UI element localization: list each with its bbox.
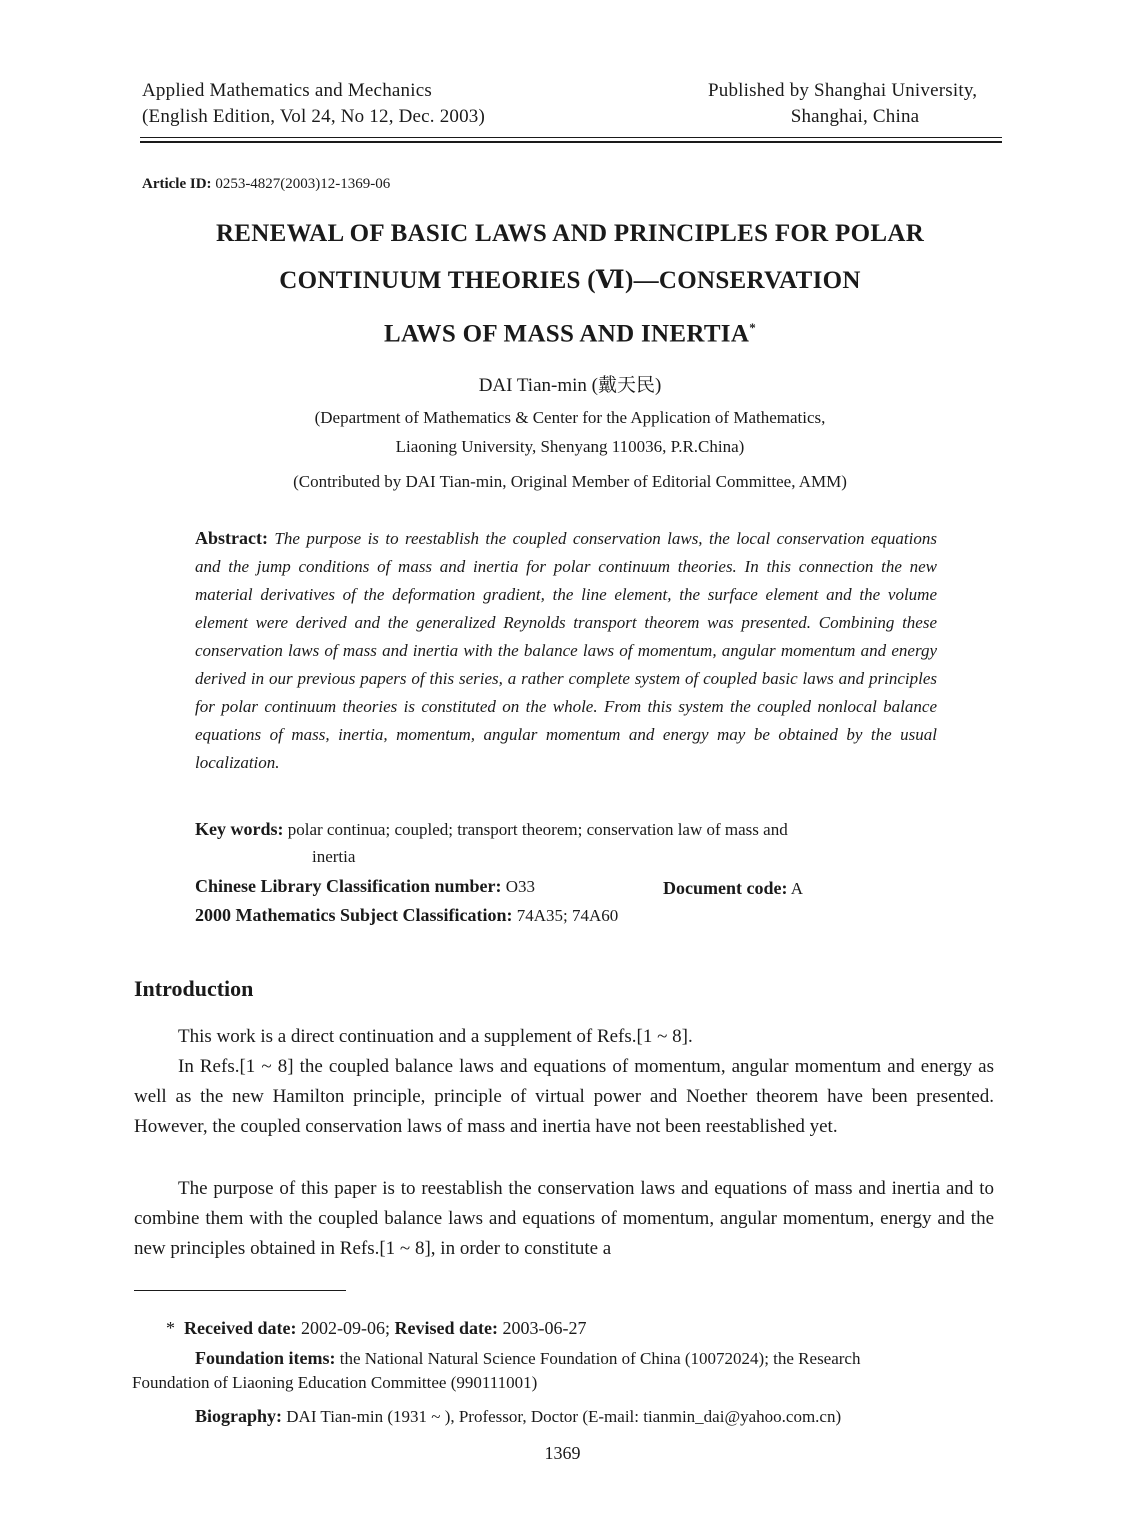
header-rule-thick (140, 141, 1002, 143)
clc-classification (195, 876, 535, 897)
msc-classification (195, 905, 618, 926)
title-footnote-marker: * (749, 320, 756, 335)
foundation-line2: Foundation of Liaoning Education Committee (990111001) (132, 1373, 538, 1392)
footnote-foundation (132, 1346, 994, 1395)
publisher-line2: Shanghai, China (790, 106, 920, 127)
author-name: DAI Tian-min (戴天民) (478, 375, 662, 396)
keywords-label: Key words: (195, 819, 284, 839)
document-code (663, 878, 803, 899)
intro-paragraph-3: The purpose of this paper is to reestablish the conservation laws and equations of mass and inertia and to combine them with the coupled balance laws and equations of momentum, angular momentum, energy and the new principles obtained in Refs.[1 ~ 8], in order to constitute a (134, 1178, 994, 1259)
clc-label: Chinese Library Classification number: (195, 876, 502, 896)
page-number: 1369 (544, 1443, 581, 1463)
keywords-line1: polar continua; coupled; transport theorem; conservation law of mass and (287, 820, 788, 839)
publisher-line1: Published by Shanghai University, (708, 80, 978, 101)
doc-code-value: A (790, 879, 804, 898)
contributed-by: (Contributed by DAI Tian-min, Original Member of Editorial Committee, AMM) (293, 472, 847, 491)
abstract-label: Abstract: (195, 528, 268, 548)
footnote-marker: * (166, 1318, 175, 1338)
affiliation-line2: Liaoning University, Shenyang 110036, P.R.China) (395, 437, 745, 456)
keywords-line2: inertia (312, 847, 356, 866)
article-id-value: 0253-4827(2003)12-1369-06 (215, 176, 391, 192)
abstract-text: The purpose is to reestablish the coupled conservation laws, the local conservation equations and the jump conditions of mass and inertia for polar continuum theories. In this connection the new material derivatives of the deformation gradient, the line element, the surface element and the volume element were derived and the generalized Reynolds transport theorem was presented. Combining these conservation laws of mass and inertia with the balance laws of momentum, angular momentum and energy derived in our previous papers of this series, a rather complete system of coupled basic laws and principles for polar continuum theories is constituted on the whole. From this system the coupled nonlocal balance equations of mass, inertia, momentum, angular momentum and energy may be obtained by the usual localization. (195, 529, 937, 772)
paper-title (120, 210, 1020, 357)
received-value: 2002-09-06; (300, 1318, 390, 1338)
footnote-biography (195, 1404, 841, 1429)
title-line-3: LAWS OF MASS AND INERTIA* (384, 320, 756, 348)
foundation-label: Foundation items: (195, 1348, 336, 1368)
journal-name: Applied Mathematics and Mechanics (142, 80, 432, 101)
keywords (195, 816, 940, 870)
title-line-1: RENEWAL OF BASIC LAWS AND PRINCIPLES FOR POLAR (215, 220, 925, 247)
received-label: Received date: (184, 1318, 297, 1338)
msc-label: 2000 Mathematics Subject Classification: (195, 905, 513, 925)
doc-code-label: Document code: (663, 878, 788, 898)
biography-value: DAI Tian-min (1931 ~ ), Professor, Doctor (E-mail: tianmin_dai@yahoo.com.cn) (286, 1407, 842, 1426)
msc-value: 74A35; 74A60 (516, 906, 619, 925)
biography-label: Biography: (195, 1406, 283, 1426)
intro-paragraph-2: In Refs.[1 ~ 8] the coupled balance laws and equations of momentum, angular momentum and energy as well as the new Hamilton principle, principle of virtual power and Noether theorem have been presented. However, the coupled conservation laws of mass and inertia have not been reestablished yet. (134, 1056, 994, 1137)
footnote-dates (166, 1316, 586, 1340)
affiliation-line1: (Department of Mathematics & Center for the Application of Mathematics, (314, 408, 826, 427)
foundation-line1: the National Natural Science Foundation of China (10072024); the Research (339, 1349, 861, 1368)
header-rule-thin (140, 137, 1002, 138)
article-id (142, 176, 390, 193)
intro-paragraph-1: This work is a direct continuation and a supplement of Refs.[1 ~ 8]. (178, 1026, 693, 1047)
journal-edition: (English Edition, Vol 24, No 12, Dec. 2003) (142, 106, 486, 127)
article-id-label: Article ID: (142, 176, 212, 192)
section-heading-introduction: Introduction (134, 976, 254, 1001)
title-line-2: CONTINUUM THEORIES (Ⅵ)—CONSERVATION (279, 267, 861, 294)
revised-value: 2003-06-27 (502, 1318, 587, 1338)
abstract (195, 524, 937, 777)
revised-label: Revised date: (394, 1318, 498, 1338)
clc-value: O33 (505, 877, 536, 896)
footnote-rule (134, 1290, 346, 1291)
